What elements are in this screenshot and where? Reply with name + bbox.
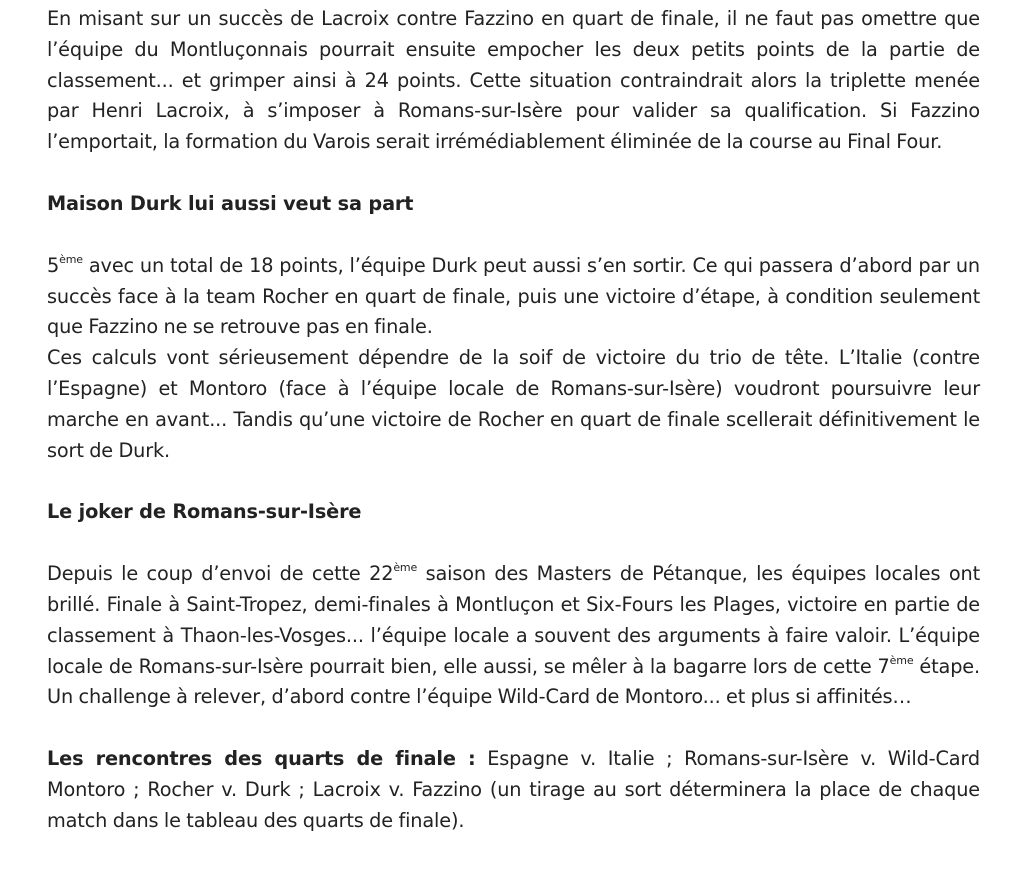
paragraph-text: Espagne v. Italie ; Romans-sur-Isère v. Wild-Card Montoro ; Rocher v. Durk ; Lacroix v. Fazzino (un tirage au sort déterminera la place de chaque match dans le tableau des quarts de finale). [47,747,980,832]
spacer [47,466,980,497]
spacer [47,220,980,251]
spacer [47,528,980,559]
rank-number: 5 [47,253,60,277]
paragraph-text: avec un total de 18 points, l’équipe Durk peut aussi s’en sortir. Ce qui passera d’abord par un succès face à la team Rocher en quart de finale, puis une victoire d’étape, à condition seulement que Fazzino ne se retrouve pas en finale. [47,253,980,339]
spacer [47,158,980,189]
spacer [47,713,980,744]
paragraph-joker [47,559,980,713]
paragraph-calculs: Ces calculs vont sérieusement dépendre de la soif de victoire du trio de tête. L’Italie (contre l’Espagne) et Montoro (face à l’équipe locale de Romans-sur-Isère) voudront poursuivre leur marche en avant... Tandis qu’une victoire de Rocher en quart de finale scellerait définitivement le sort de Durk. [47,346,980,462]
paragraph-lacroix-fazzino: En misant sur un succès de Lacroix contre Fazzino en quart de finale, il ne faut pas omettre que l’équipe du Montluçonnais pourrait ensuite empocher les deux petits points de la partie de classement... et grimper ainsi à 24 points. Cette situation contraindrait alors la triplette menée par Henri Lacroix, à s’imposer à Romans-sur-Isère pour valider sa qualification. Si Fazzino l’emportait, la formation du Varois serait irrémédiablement éliminée de la course au Final Four. [47,7,980,154]
paragraph-text: saison des Masters de Pétanque, les équipes locales ont brillé. Finale à Saint-Tropez, demi-finales à Montluçon et Six-Fours les Plages, victoire en partie de classement à Thaon-les-Vosges... l’équipe locale a souvent des arguments à faire valoir. L’équipe locale de Romans-sur-Isère pourrait bien, elle aussi, se mêler à la bagarre lors de cette 7 [47,562,980,678]
paragraph-durk [47,251,980,343]
paragraph-text: Depuis le coup d’envoi de cette 22 [47,562,394,586]
heading-joker-romans: Le joker de Romans-sur-Isère [47,500,362,524]
heading-maison-durk: Maison Durk lui aussi veut sa part [47,191,414,215]
ordinal-suffix: ème [59,252,83,266]
quarts-label: Les rencontres des quarts de finale : [47,747,476,771]
paragraph-text: étape. Un challenge à relever, d’abord contre l’équipe Wild-Card de Montoro... et plus si affinités… [47,654,980,709]
ordinal-suffix: ème [393,561,418,575]
ordinal-suffix: ème [889,653,914,667]
paragraph-quarts-de-finale [47,744,980,836]
